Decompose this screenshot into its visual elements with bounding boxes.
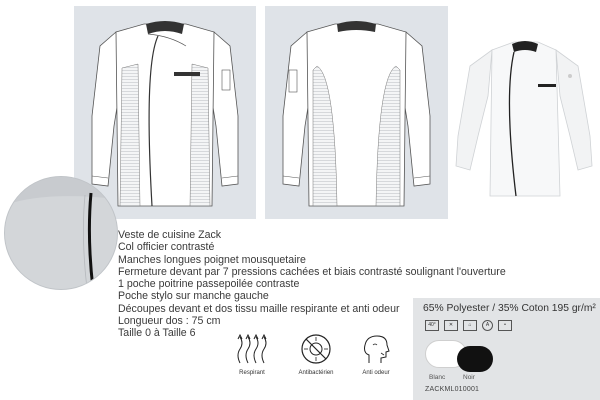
dry-clean-icon: A — [482, 320, 493, 331]
description-line: 1 poche poitrine passepoilée contraste — [118, 278, 300, 291]
color-swatch-black[interactable] — [457, 346, 493, 372]
feature-antibacterial — [285, 333, 347, 376]
back-technical-drawing — [265, 6, 448, 219]
spec-box — [413, 298, 600, 400]
description-line: Découpes devant et dos tissu maille respirante et anti odeur — [118, 302, 400, 315]
description-line: Manches longues poignet mousquetaire — [118, 253, 306, 266]
fabric-detail-illustration — [5, 177, 117, 289]
product-reference: ZACKML010001 — [425, 386, 480, 393]
anti-odor-icon — [359, 333, 393, 365]
color-label-black: Noir — [463, 374, 475, 381]
wash-40-icon: 40° — [425, 320, 439, 331]
care-symbols — [425, 320, 512, 331]
description-line: Fermeture devant par 7 pressions cachées et biais contrasté soulignant l'ouverture — [118, 265, 506, 278]
front-technical-drawing — [74, 6, 256, 219]
feature-breathable — [221, 333, 283, 376]
feature-anti-odor — [345, 333, 407, 376]
antibacterial-icon — [299, 333, 333, 365]
product-photo — [452, 36, 598, 198]
jacket-back-illustration — [265, 6, 448, 219]
fabric-composition: 65% Polyester / 35% Coton 195 gr/m² — [423, 303, 596, 314]
jacket-front-illustration — [74, 6, 256, 219]
color-label-white: Blanc — [429, 374, 446, 381]
feature-label: Antibactérien — [298, 370, 334, 376]
back-length: Longueur dos : 75 cm — [118, 315, 221, 328]
breathable-icon — [232, 333, 272, 365]
no-bleach-icon: ✕ — [444, 320, 458, 331]
tumble-dry-icon: ⌂ — [463, 320, 477, 331]
feature-label: Respirant — [239, 370, 265, 376]
description-line: Col officier contrasté — [118, 241, 215, 254]
fabric-detail-zoom — [4, 176, 118, 290]
description-line: Poche stylo sur manche gauche — [118, 290, 269, 303]
jacket-photo-illustration — [452, 36, 598, 198]
feature-label: Anti odeur — [362, 370, 390, 376]
size-range: Taille 0 à Taille 6 — [118, 327, 196, 340]
iron-icon: • — [498, 320, 512, 331]
product-title: Veste de cuisine Zack — [118, 229, 222, 241]
